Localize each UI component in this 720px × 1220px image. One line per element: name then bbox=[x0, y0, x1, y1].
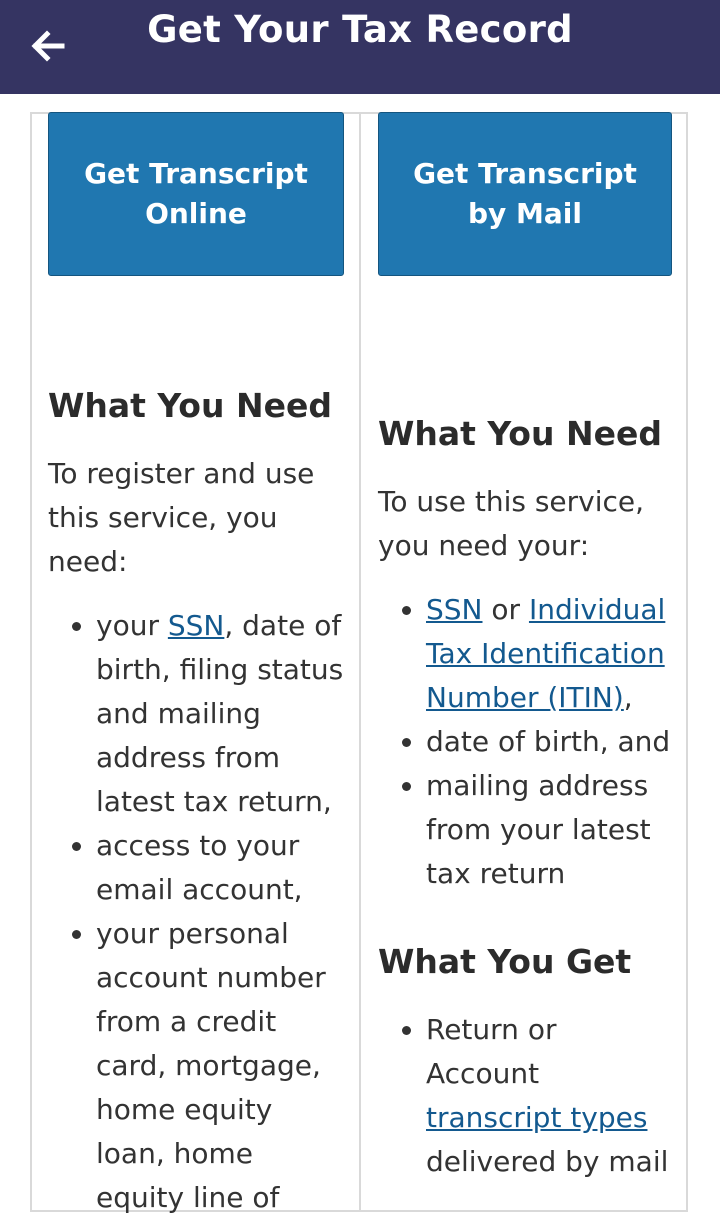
get-transcript-by-mail-button[interactable]: Get Transcript by Mail bbox=[378, 112, 672, 276]
list-item bbox=[426, 1008, 674, 1184]
list-item-text: , date of birth, filing status and mailing address from latest tax return, bbox=[96, 609, 344, 818]
itin-link[interactable]: Individual Tax Identification Number (ITIN) bbox=[426, 593, 666, 714]
list-item bbox=[426, 588, 674, 720]
list-item-text: or bbox=[482, 593, 529, 626]
page-title: Get Your Tax Record bbox=[147, 8, 573, 51]
list-item-text: your bbox=[96, 609, 168, 642]
list-item-text: Return or Account bbox=[426, 1013, 557, 1090]
list-item-text: delivered by mail bbox=[426, 1145, 669, 1178]
column-mail bbox=[378, 112, 674, 1184]
list-item: • access to your email account, bbox=[96, 824, 346, 912]
what-you-need-heading: What You Need bbox=[378, 414, 662, 453]
list-item: • mailing address from your latest tax return bbox=[426, 764, 674, 896]
column-online bbox=[48, 112, 346, 1220]
deliverables-list bbox=[378, 1008, 674, 1184]
what-you-get-heading: What You Get bbox=[378, 942, 632, 981]
list-item: • date of birth, and bbox=[426, 720, 674, 764]
transcript-types-link[interactable]: transcript types bbox=[426, 1101, 648, 1134]
column-divider bbox=[359, 112, 361, 1212]
list-item: • your personal account number from a credit card, mortgage, home equity loan, home equity line of bbox=[96, 912, 346, 1220]
get-transcript-online-button[interactable]: Get Transcript Online bbox=[48, 112, 344, 276]
requirements-list bbox=[48, 604, 346, 1220]
requirements-intro: To register and use this service, you need: bbox=[48, 457, 315, 578]
list-item bbox=[96, 604, 346, 824]
what-you-need-heading: What You Need bbox=[48, 386, 332, 425]
list-item-text: , bbox=[623, 681, 633, 714]
ssn-link[interactable]: SSN bbox=[167, 609, 225, 642]
content-area[interactable] bbox=[0, 94, 720, 1214]
requirements-intro: To use this service, you need your: bbox=[378, 485, 645, 562]
app-bar bbox=[0, 0, 720, 94]
requirements-list bbox=[378, 588, 674, 896]
ssn-link[interactable]: SSN bbox=[426, 593, 483, 626]
